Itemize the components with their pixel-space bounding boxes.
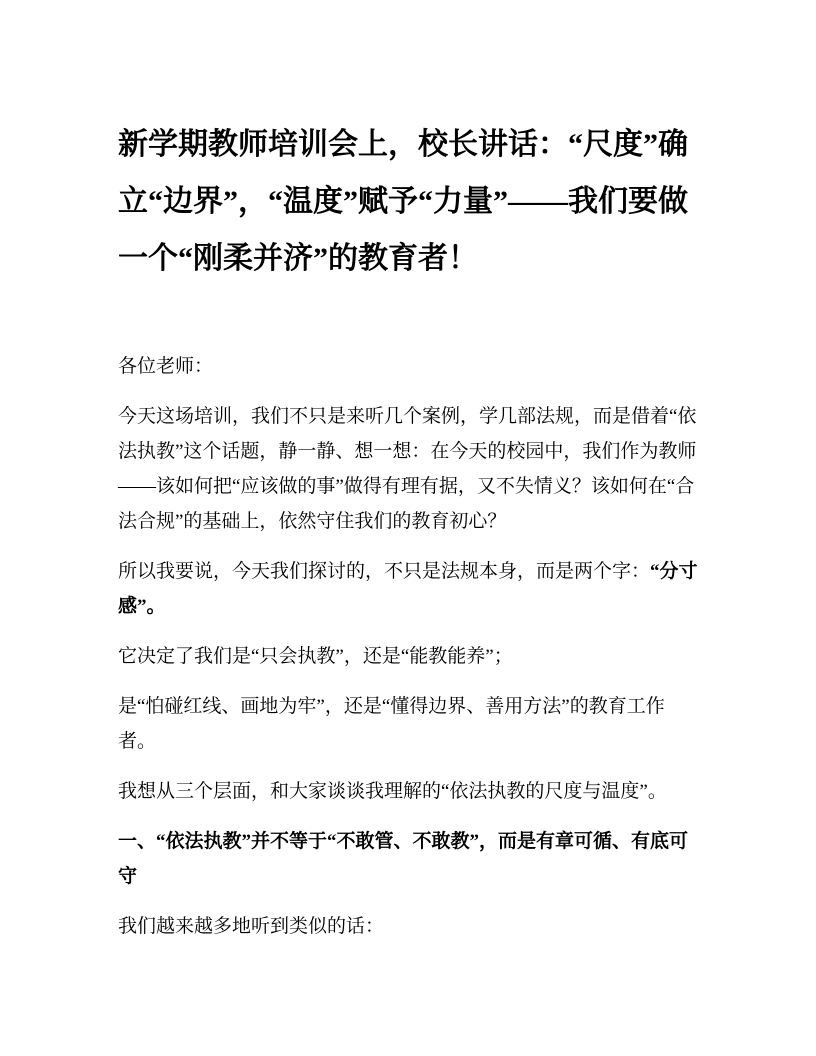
paragraph-decide: 它决定了我们是“只会执教”，还是“能教能养”；	[118, 646, 513, 667]
key-point-bold-text: “分寸感”。	[118, 561, 698, 617]
paragraph-closing: 我们越来越多地听到类似的话：	[118, 916, 385, 937]
section-heading-one: 一、“依法执教”并不等于“不敢管、不敢教”，而是有章可循、有底可守	[118, 831, 689, 887]
paragraph-salutation: 各位老师：	[118, 356, 214, 377]
paragraph-contrast: 是“怕碰红线、画地为牢”，还是“懂得边界、善用方法”的教育工作者。	[118, 696, 665, 752]
key-point-normal-text: 所以我要说，今天我们探讨的，不只是法规本身，而是两个字：	[118, 561, 651, 582]
paragraph-intro: 今天这场培训，我们不只是来听几个案例，学几部法规，而是借着“依法执教”这个话题，静一静、想一想：在今天的校园中，我们作为教师——该如何把“应该做的事”做得有理有据，又不失情义？该如何在“合法合规”的基础上，依然守住我们的教育初心？	[118, 406, 697, 532]
paragraph-key-point	[118, 554, 698, 624]
document-title: 新学期教师培训会上，校长讲话：“尺度”确立“边界”，“温度”赋予“力量”——我们要做一个“刚柔并济”的教育者！	[118, 128, 688, 275]
paragraph-three-levels: 我想从三个层面，和大家谈谈我理解的“依法执教的尺度与温度”。	[118, 781, 667, 802]
